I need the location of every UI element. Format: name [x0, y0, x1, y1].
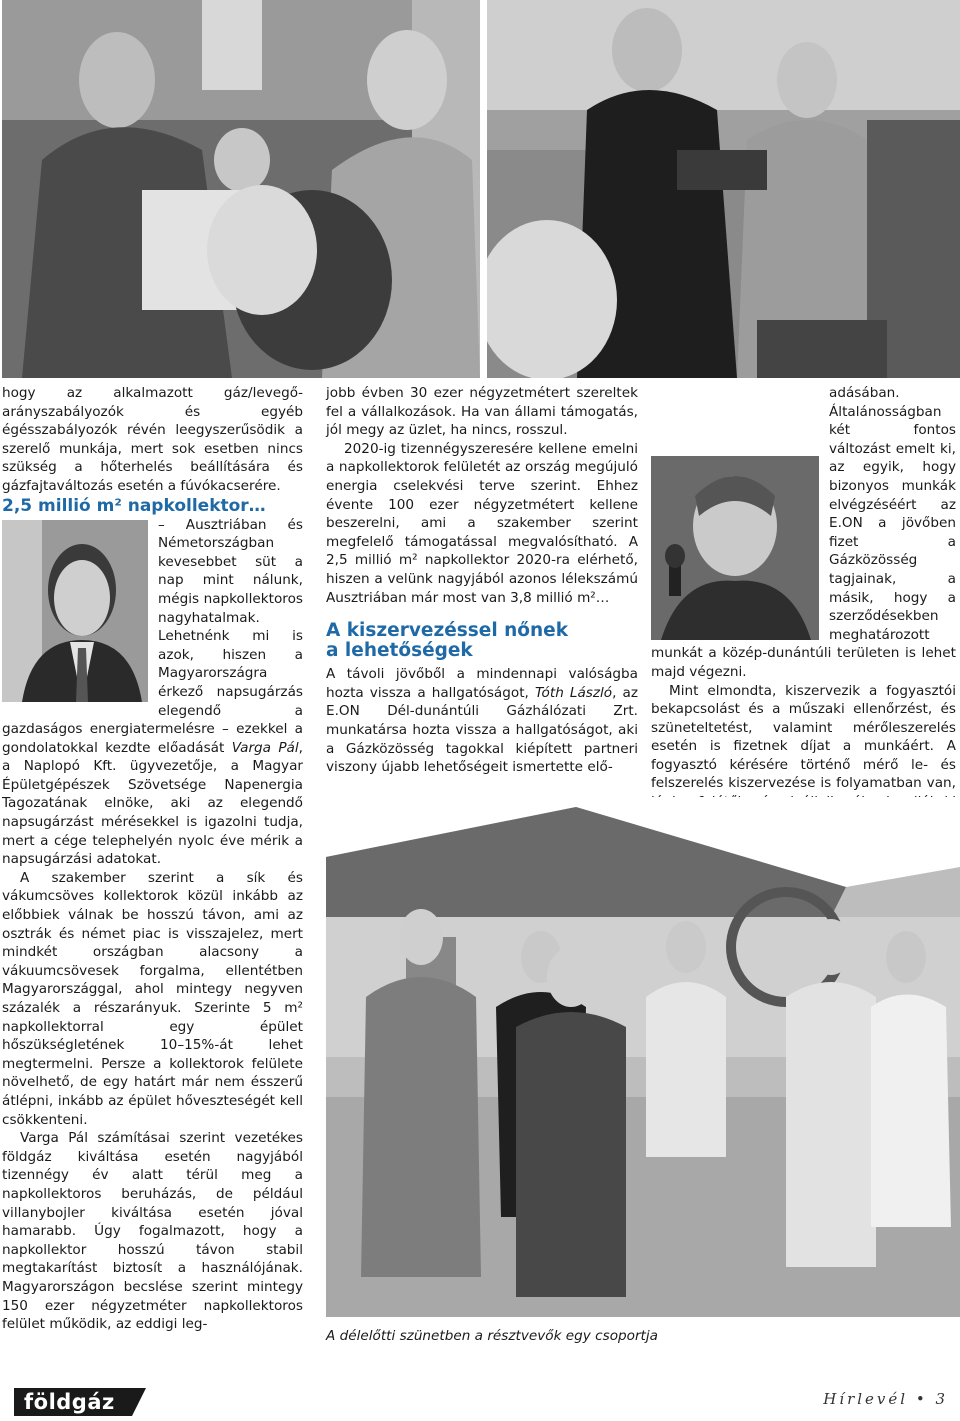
- photo-caption: A délelőtti szünetben a résztvevők egy csoportja: [326, 1328, 658, 1344]
- page-footer: Hírlevél • 3: [823, 1390, 948, 1408]
- section-heading: [326, 621, 638, 661]
- text-span: , az E.ON Dél-dunántúli Gázhálózati Zrt. munkatársa hozta vissza a hallgatóságot, aki a Gázközösség tagokkal kiépített partneri viszony újabb lehetőségeit ismertette elő-: [326, 684, 638, 776]
- text-span: , a Naplopó Kft. ügyvezetője, a Magyar Épületgépészek Szövetsége Napenergia Tagozatának elnöke, aki az elegendő napsugárzást mérésekkel is igazolni tudja, mert a cége telephelyén nyolc éve mérik a napsugárzási adatokat.: [2, 739, 303, 868]
- photo-handshake-right: [487, 0, 960, 378]
- text-column-1: [2, 384, 303, 1334]
- photo-group: [326, 797, 960, 1317]
- paragraph: [326, 665, 638, 777]
- portrait-float-right: [651, 456, 819, 640]
- paragraph: hogy az alkalmazott gáz/levegő-arányszabályozók és egyéb égésszabályozók révén leegyszerűsödik a szerelő munkája, mert sok esetben nincs szükség a hőterhelés beállítására és gázfajtaváltozás esetén a fúvókacserére.: [2, 385, 303, 494]
- photo-portrait-varga: [2, 520, 148, 702]
- text-span: A távoli jövőből a mindennapi valóságba hozta vissza a hallgatóságot,: [326, 666, 638, 701]
- photo-handshake-left: [2, 0, 480, 378]
- paragraph: adásában. Általánosságban két fontos változást emelt ki, az egyik, hogy bizonyos munkák elvégzéséért az E.ON a jövőben fizet a Gázközösség tagjainak, a másik, hogy a szerződésekben meghatározott munkát a közép-dunántúli területen is lehet majd végezni.: [651, 385, 956, 680]
- text-span: – Ausztriában és Németországban kevesebbet süt a nap mint nálunk, mégis napkollektoros nagyhatalmak. Lehetnénk mi is azok, hiszen a Magyarországra érkező napsugárzás elegendő a gazdaságos energiatermelésre – ezekkel a gondolatokkal kezdte előadását: [2, 516, 303, 756]
- heading-line: A kiszervezéssel nőnek: [326, 620, 569, 642]
- text-column-2: [326, 384, 638, 777]
- section-heading: 2,5 millió m² napkollektor…: [2, 495, 266, 516]
- paragraph: 2020-ig tizennégyszeresére kellene emelni a napkollektorok felületét az ország megújuló energia cselekvési terve szerint. Ehhez évente 100 ezer négyzetmétert kellene beszerelni, ami a szakember szerint megfelelő támogatással megvalósítható. A 2,5 millió m² napkollektor 2020-ra elérhető, hiszen a velünk nagyjából azonos lélekszámú Ausztriában már most van 3,8 millió m²…: [326, 440, 638, 606]
- photo-portrait-toth: [651, 456, 819, 640]
- paragraph: Varga Pál számításai szerint vezetékes földgáz kiváltása esetén nagyjából tizennégy év alatt térül meg a napkollektoros beruházás, de például villanybojler kiváltása esetén jóval hamarabb. Úgy fogalmazott, hogy a napkollektor hosszú távon stabil megtakarítást biztosít a használójának. Magyarországon becslése szerint mintegy 150 ezer négyzetméter napkollektoros felület működik, az eddigi leg-: [2, 1130, 303, 1333]
- heading-line: a lehetőségek: [326, 640, 473, 662]
- person-name: Varga Pál: [231, 739, 299, 756]
- text-column-3: [651, 384, 956, 833]
- paragraph: jobb évben 30 ezer négyzetmétert szereltek fel a vállalkozások. Ha van állami támogatás, jól megy az üzlet, ha nincs, rosszul.: [326, 385, 638, 439]
- text-span: Mint elmondta, kiszervezik a fogyasztói bekapcsolást és a műszaki ellenőrzést, és szüneteltetést, valamint mérőleszerelés esetén is fizetnek díjat a munkáért. A fogyasztó kérésére történő mérő le- és felszerelés kiszervezése is folyamatban van,: [651, 682, 956, 792]
- paragraph: A szakember szerint a sík és vákumcsöves kollektorok közül inkább az előbbiek válnak be hosszú távon, ami az osztrák és német piac is visszajelez, mert mindkét országban alacsony a vákuumcsövesek forgalma, ellentétben Magyarországgal, ahol mintegy negyven százalék a részarányuk. Szerinte 5 m² napkollektorral egy épület hőszükségletének 10–15%-át lehet megtermelni. Persze a kollektorok felülete növelhető, de egy határt már nem ésszerű átlépni, inkább az épület hőveszteségét kell csökkenteni.: [2, 869, 303, 1128]
- brand-logo: földgáz: [14, 1388, 132, 1416]
- person-name: Tóth László: [534, 684, 613, 701]
- portrait-float-left: [2, 520, 148, 702]
